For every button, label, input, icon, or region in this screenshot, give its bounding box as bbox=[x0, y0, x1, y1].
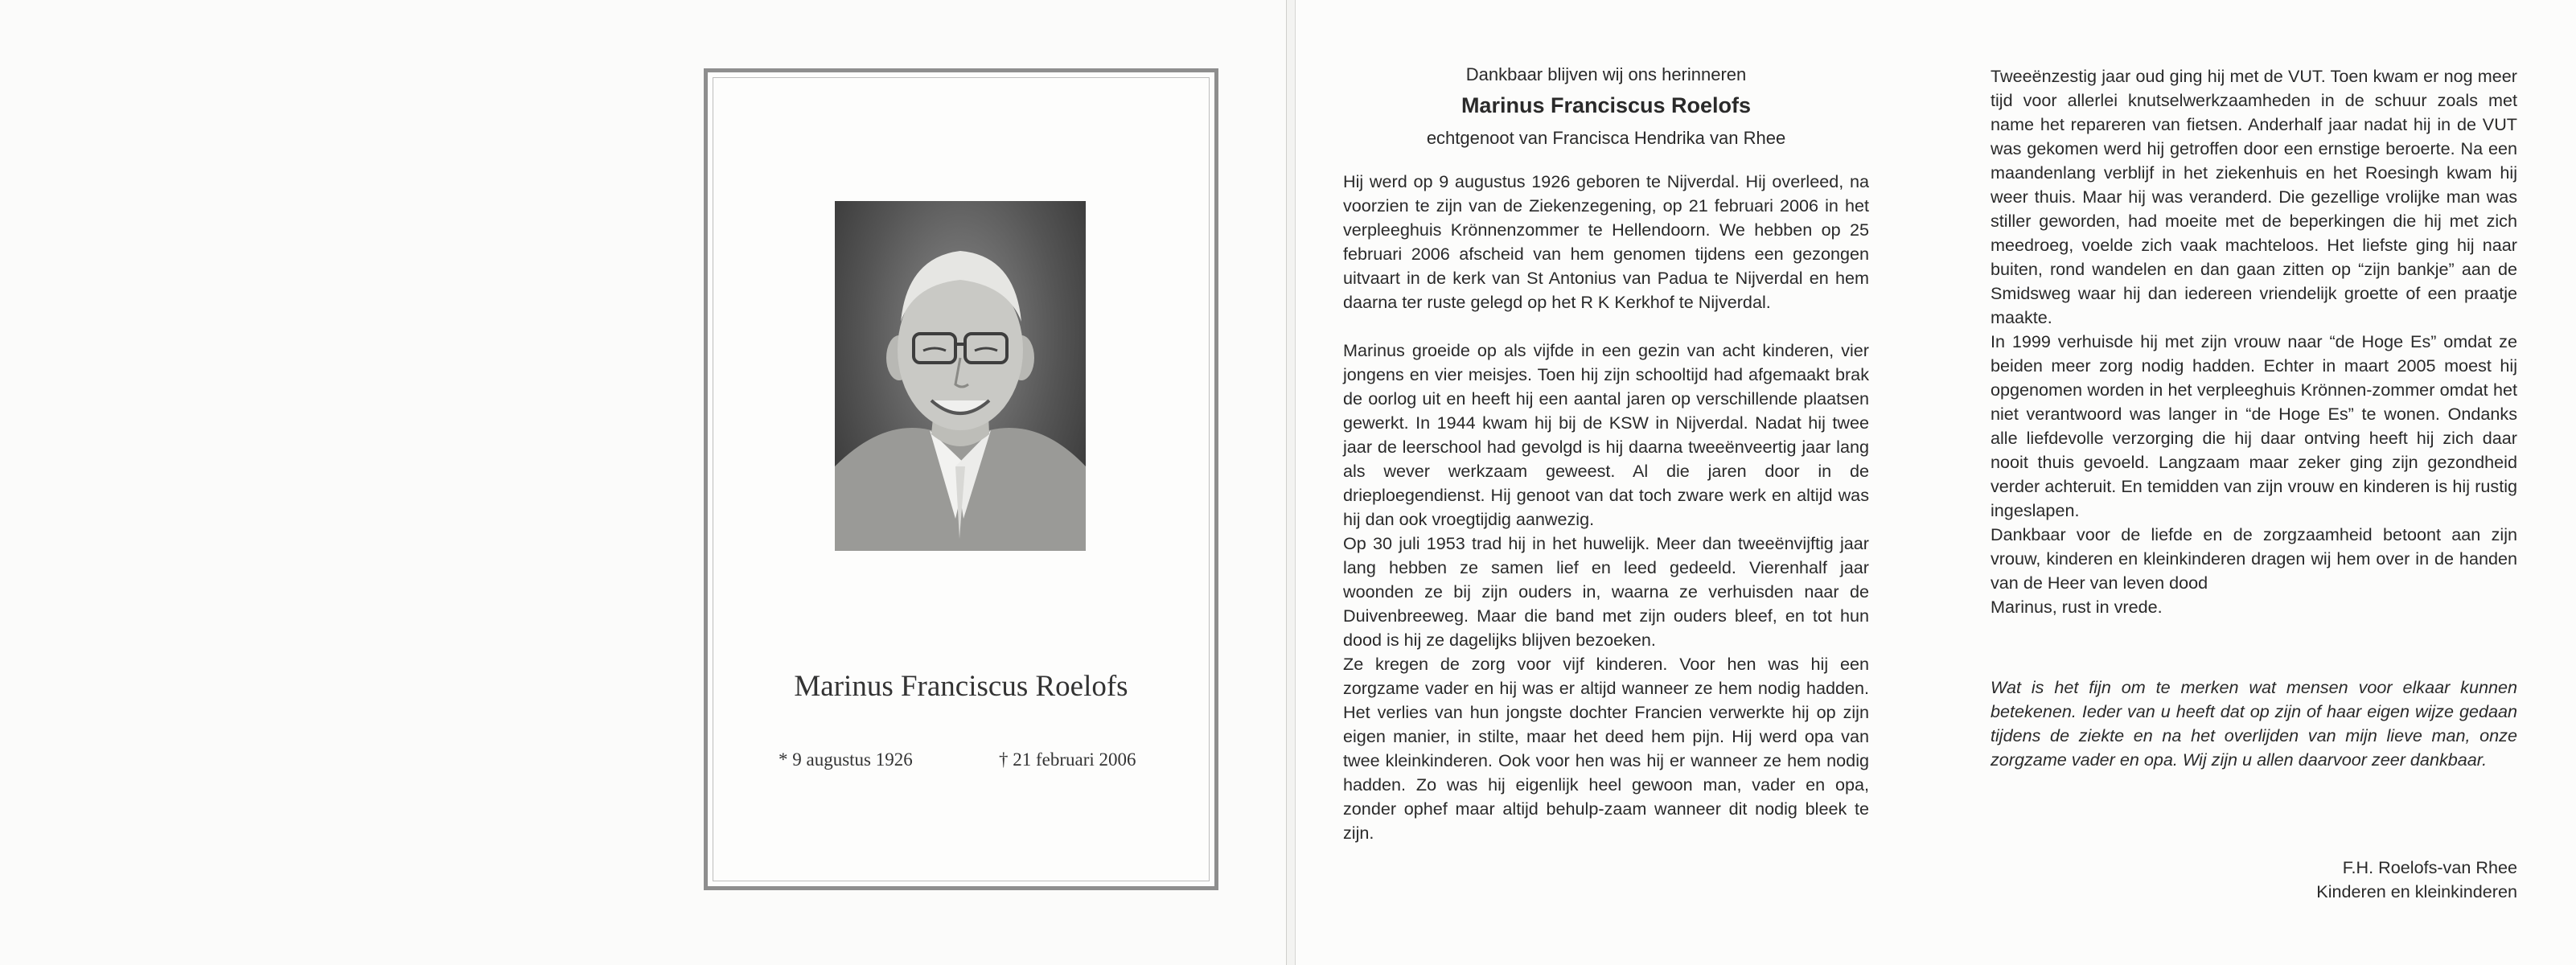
signature-family: Kinderen en kleinkinderen bbox=[2316, 881, 2517, 901]
remembrance-name: Marinus Franciscus Roelofs bbox=[1461, 93, 1752, 117]
remembrance-intro: Dankbaar blijven wij ons herinneren bbox=[1465, 64, 1747, 84]
spouse-line: echtgenoot van Francisca Hendrika van Rhee bbox=[1426, 128, 1786, 148]
paragraph-children: Ze kregen de zorg voor vijf kinderen. Voor hen was hij een zorgzame vader en hij was er altijd wanneer ze hem nodig hadden. Het verlies van hun jongste dochter Francien verwerkte hij op zijn eigen manier, in stilte, maar het deed hem pijn. Hij werd opa van twee kleinkinderen. Ook voor hen was hij er wanneer ze hem nodig hadden. Zo was hij eigenlijk heel gewoon man, vader en opa, zonder ophef maar altijd behulp-zaam wanneer dit nodig bleek te zijn. bbox=[1343, 654, 1869, 843]
portrait-illustration bbox=[835, 201, 1086, 551]
signature-widow: F.H. Roelofs-van Rhee bbox=[2342, 857, 2517, 877]
birth-date: * 9 augustus 1926 bbox=[779, 749, 913, 770]
paragraph-retirement: Tweeënzestig jaar oud ging hij met de VUT. Toen kwam er nog meer tijd voor allerlei knutselwerkzaamheden in de schuur zoals met name het repareren van fietsen. Anderhalf jaar nadat hij in de VUT was gekomen werd hij getroffen door een ernstige beroerte. Na een maandenlang verblijf in het ziekenhuis en het Roesingh kwam hij weer thuis. Maar hij was veranderd. Die gezellige vrolijke man was stiller geworden, had moeite met de beperkingen die hij met zich meedroeg, voelde zich vaak machteloos. Het liefste ging hij naar buiten, rond wandelen en dan gaan zitten op “zijn bankje” aan de Smidsweg waar hij dan iedereen vriendelijk groette of een praatje maakte. bbox=[1991, 66, 2517, 327]
text-column-left bbox=[1343, 64, 1869, 845]
paragraph-birth-death: Hij werd op 9 augustus 1926 geboren te Nijverdal. Hij overleed, na voorzien te zijn van de Ziekenzegening, op 21 februari 2006 in het verpleeghuis Krönnenzommer te Hellendoorn. We hebben op 25 februari 2006 afscheid van hem genomen tijdens een gezongen uitvaart in de kerk van St Antonius van Padua te Nijverdal en hem daarna ter ruste gelegd op het R K Kerkhof te Nijverdal. bbox=[1343, 171, 1869, 312]
rest-in-peace: Marinus, rust in vrede. bbox=[1991, 597, 2163, 617]
thank-you-note: Wat is het fijn om te merken wat mensen voor elkaar kunnen betekenen. Ieder van u heeft dat op zijn of haar eigen wijze gedaan tijdens de ziekte en na het overlijden van mijn lieve man, onze zorgzame vader en opa. Wij zijn u allen daarvoor zeer dankbaar. bbox=[1991, 677, 2517, 770]
left-card-page bbox=[0, 0, 1287, 965]
portrait-frame bbox=[704, 68, 1218, 890]
paragraph-youth-work: Marinus groeide op als vijfde in een gezin van acht kinderen, vier jongens en vier meisjes. Toen hij zijn schooltijd had afgemaakt brak de oorlog uit en heeft hij een aantal jaren op verschillende plaatsen gewerkt. In 1944 kwam hij bij de KSW in Nijverdal. Nadat hij twee jaar de leerschool had gevolgd is hij daarna tweeënveertig jaar lang als wever werkzaam geweest. Al die jaren door in de drieploegendienst. Hij genoot van dat toch zware werk en altijd was hij dan ook vroegtijdig aanwezig. bbox=[1343, 340, 1869, 529]
text-column-right bbox=[1991, 64, 2517, 772]
deceased-name: Marinus Franciscus Roelofs bbox=[794, 670, 1128, 703]
signature-block bbox=[2316, 856, 2517, 904]
paragraph-last-years: In 1999 verhuisde hij met zijn vrouw naar “de Hoge Es” omdat ze beiden meer zorg nodig hadden. Echter in maart 2005 moest hij opgenomen worden in het verpleeghuis Krönnen-zommer omdat het niet verantwoord was langer in “de Hoge Es” te wonen. Ondanks alle liefdevolle verzorging die hij daar ontving heeft hij zich daar nooit thuis gevoeld. Langzaam maar zeker ging zijn gezondheid verder achteruit. En temidden van zijn vrouw en kinderen is hij rustig ingeslapen. bbox=[1991, 331, 2517, 520]
paragraph-gratitude: Dankbaar voor de liefde en de zorgzaamheid betoont aan zijn vrouw, kinderen en kleinkinderen dragen wij hem over in de handen van de Heer van leven dood bbox=[1991, 524, 2517, 593]
paragraph-marriage: Op 30 juli 1953 trad hij in het huwelijk. Meer dan tweeënvijftig jaar lang hebben ze samen lief en leed gedeeld. Vierenhalf jaar woonden ze bij zijn ouders in, waarna ze verhuisden naar de Duivenbreeweg. Maar die band met zijn ouders bleef, en tot hun dood is hij ze dagelijks blijven bezoeken. bbox=[1343, 533, 1869, 650]
death-date: † 21 februari 2006 bbox=[999, 749, 1136, 770]
portrait-photo bbox=[835, 201, 1086, 551]
